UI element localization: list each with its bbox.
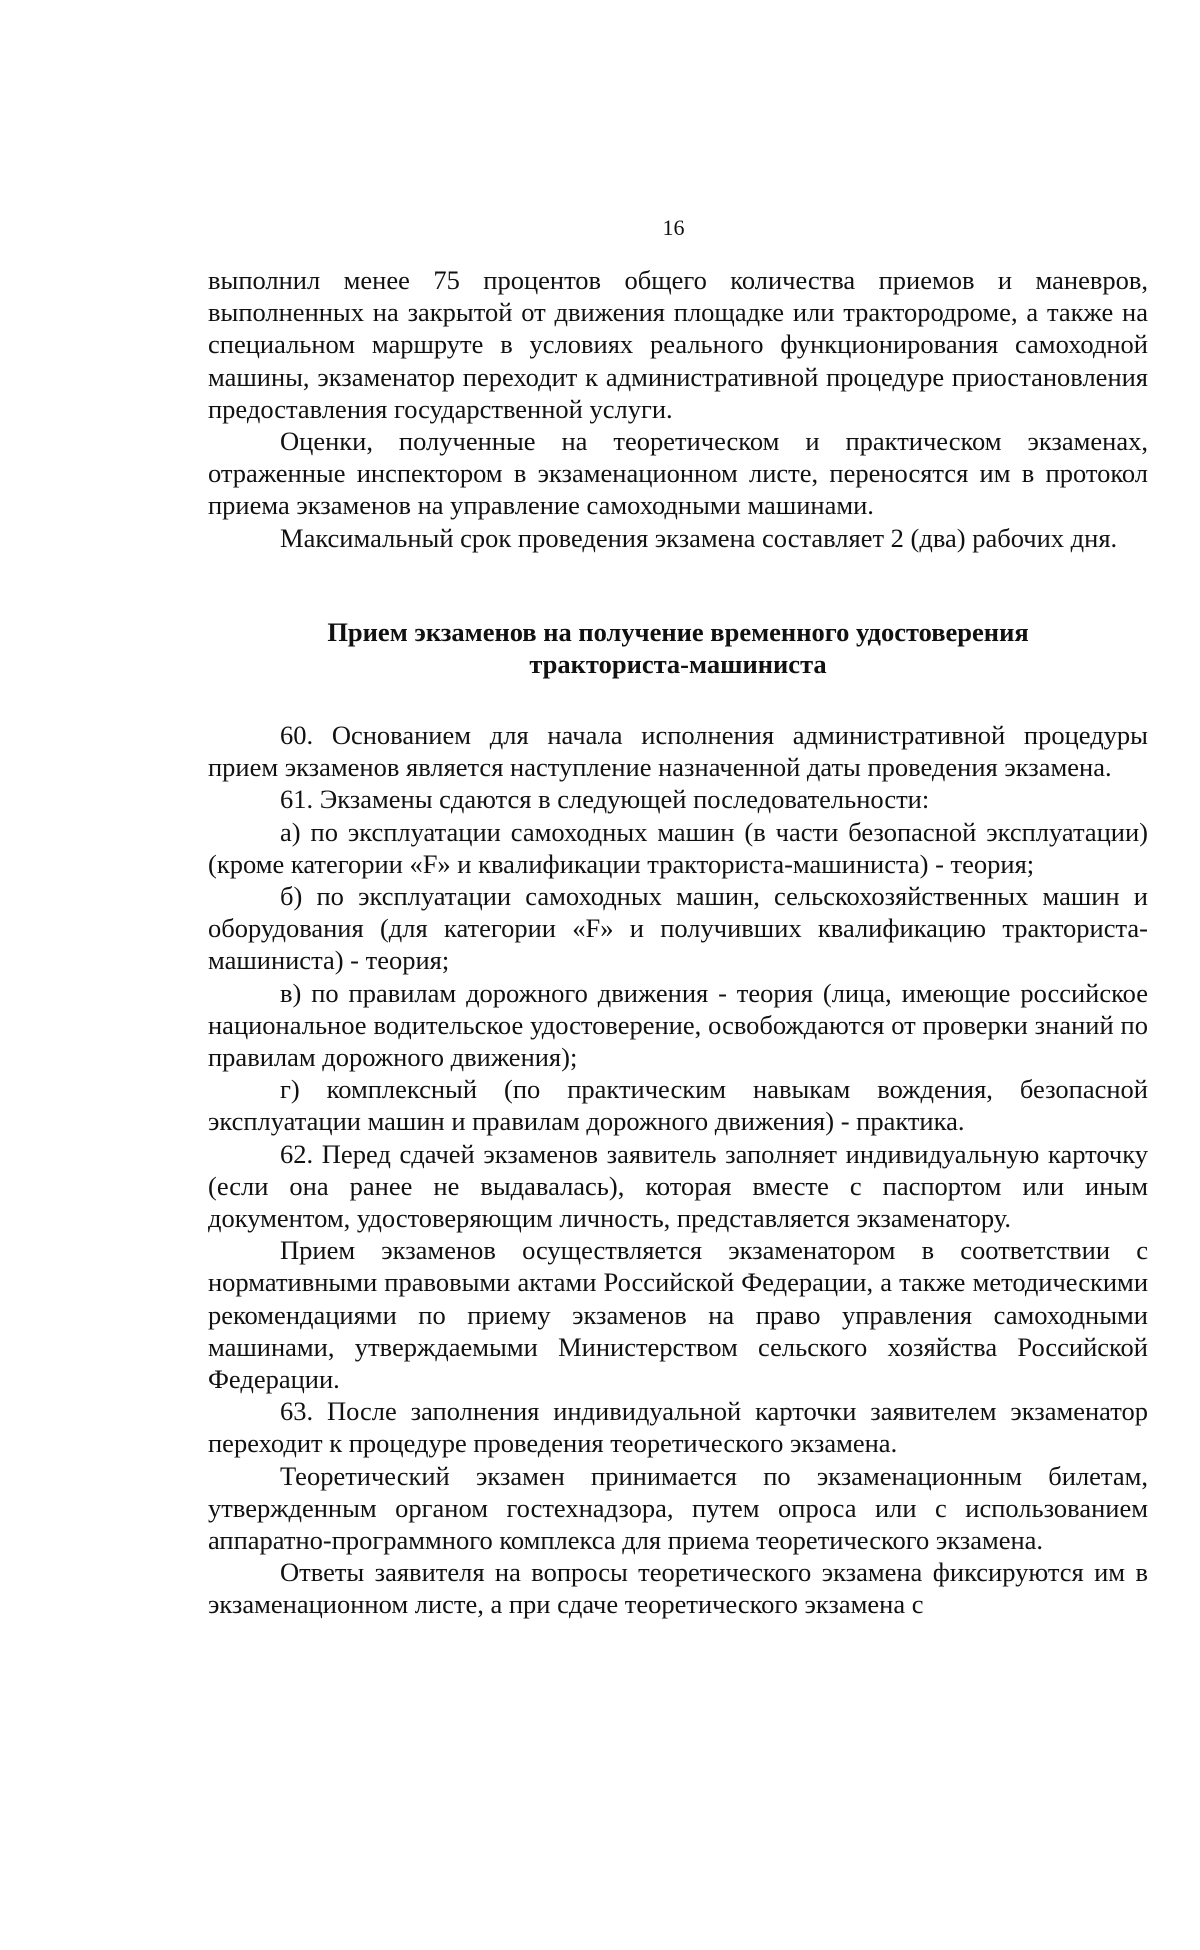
page-number: 16	[662, 215, 685, 240]
main-text-block	[208, 719, 1148, 1621]
paragraph: Максимальный срок проведения экзамена составляет 2 (два) рабочих дня.	[280, 522, 1118, 553]
paragraph-62: 62. Перед сдачей экзаменов заявитель заполняет индивидуальную карточку (если она ранее не выдавалась), которая вместе с паспортом или иным документом, удостоверяющим личность, представляется экзаменатору.	[208, 1138, 1148, 1234]
paragraph: Теоретический экзамен принимается по экзаменационным билетам, утвержденным органом гостехнадзора, путем опроса или с использованием аппаратно-программного комплекса для приема теоретического экзамена.	[208, 1460, 1148, 1556]
list-item-v: в) по правилам дорожного движения - теория (лица, имеющие российское национальное водительское удостоверение, освобождаются от проверки знаний по правилам дорожного движения);	[208, 977, 1148, 1073]
paragraph-60: 60. Основанием для начала исполнения административной процедуры прием экзаменов является наступление назначенной даты проведения экзамена.	[208, 720, 1148, 783]
section-heading	[208, 616, 1148, 680]
list-item-a: а) по эксплуатации самоходных машин (в части безопасной эксплуатации) (кроме категории «F» и квалификации тракториста-машиниста) - теория;	[208, 816, 1148, 879]
section-heading-line: Прием экзаменов на получение временного удостоверения	[327, 617, 1029, 647]
section-heading-line: тракториста-машиниста	[529, 649, 827, 680]
top-text-block	[208, 264, 1148, 554]
paragraph: Ответы заявителя на вопросы теоретического экзамена фиксируются им в экзаменационном листе, а при сдаче теоретического экзамена с	[208, 1557, 1148, 1620]
paragraph-63: 63. После заполнения индивидуальной карточки заявителем экзаменатор переходит к процедуре проведения теоретического экзамена.	[208, 1396, 1148, 1459]
paragraph: Оценки, полученные на теоретическом и практическом экзаменах, отраженные инспектором в экзаменационном листе, переносятся им в протокол приема экзаменов на управление самоходными машинами.	[208, 426, 1148, 521]
paragraph: выполнил менее 75 процентов общего количества приемов и маневров, выполненных на закрытой от движения площадке или трактородроме, а также на специальном маршруте в условиях реального функционирования самоходной машины, экзаменатор переходит к административной процедуре приостановления предоставления государственной услуги.	[208, 265, 1148, 424]
paragraph-61: 61. Экзамены сдаются в следующей последовательности:	[280, 784, 930, 815]
paragraph: Прием экзаменов осуществляется экзаменатором в соответствии с нормативными правовыми актами Российской Федерации, а также методическими рекомендациями по приему экзаменов на право управления самоходными машинами, утверждаемыми Министерством сельского хозяйства Российской Федерации.	[208, 1235, 1148, 1395]
list-item-g: г) комплексный (по практическим навыкам вождения, безопасной эксплуатации машин и правилам дорожного движения) - практика.	[208, 1074, 1148, 1137]
list-item-b: б) по эксплуатации самоходных машин, сельскохозяйственных машин и оборудования (для категории «F» и получивших квалификацию тракториста-машиниста) - теория;	[208, 881, 1148, 976]
